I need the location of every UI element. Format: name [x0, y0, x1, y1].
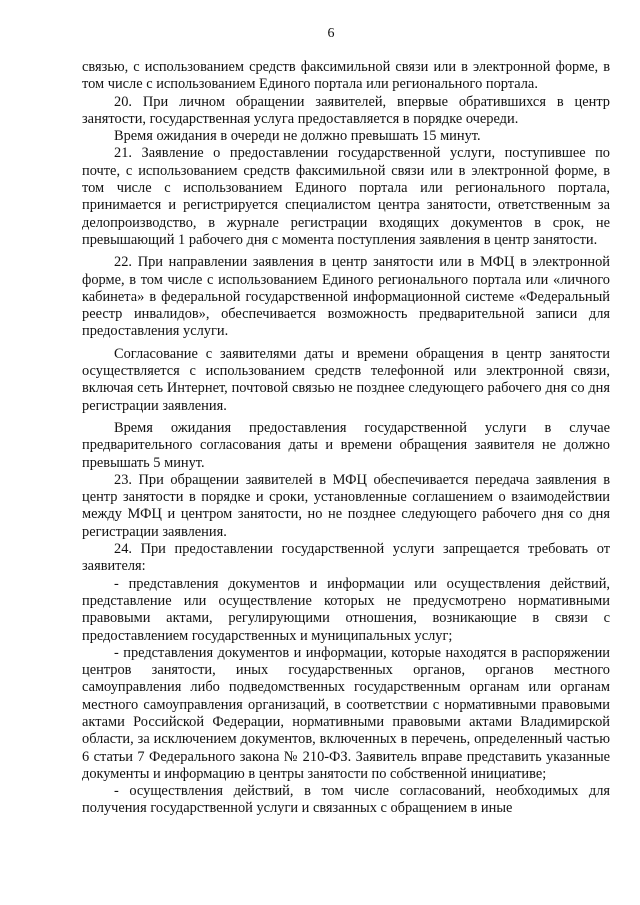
paragraph-24: 24. При предоставлении государственной услуги запрещается требовать от заявителя: [82, 541, 610, 575]
paragraph-waiting-preagreed: Время ожидания предоставления государственной услуги в случае предварительного согласования даты и времени обращения заявителя не должно превышать 5 минут. [82, 419, 610, 471]
document-body [82, 59, 610, 818]
paragraph-20: 20. При личном обращении заявителей, впервые обратившихся в центр занятости, государственная услуга предоставляется в порядке очереди. [82, 93, 610, 127]
paragraph-agreement: Согласование с заявителями даты и времени обращения в центр занятости осуществляется с использованием средств телефонной или электронной связи, включая сеть Интернет, почтовой связью не позднее следующего рабочего дня со дня регистрации заявления. [82, 345, 610, 414]
list-item-documents-in-possession: - представления документов и информации, которые находятся в распоряжении центров занятости, иных государственных органов, органов местного самоуправления либо подведомственных государственным органам или органам местного самоуправления организаций, в соответствии с нормативными правовыми актами Российской Федерации, нормативными правовыми актами Владимирской области, за исключением документов, включенных в перечень, определенный частью 6 статьи 7 Федерального закона № 210-ФЗ. Заявитель вправе представить указанные документы и информацию в центры занятости по собственной инициативе; [82, 644, 610, 782]
paragraph-continuation: связью, с использованием средств факсимильной связи или в электронной форме, в том числе с использованием Единого портала или регионального портала. [82, 59, 610, 93]
paragraph-22: 22. При направлении заявления в центр занятости или в МФЦ в электронной форме, в том числе с использованием Единого регионального портала или «личного кабинета» в федеральной государственной информационной системе «Федеральный реестр инвалидов», обеспечивается возможность предварительной записи для предоставления услуги. [82, 254, 610, 340]
paragraph-21: 21. Заявление о предоставлении государственной услуги, поступившее по почте, с использованием средств факсимильной связи или в электронной форме, в том числе с использованием Единого портала или регионального портала, принимается и регистрируется специалистом центра занятости, ответственным за делопроизводство, в журнале регистрации входящих документов в срок, не превышающий 1 рабочего дня с момента поступления заявления в центр занятости. [82, 145, 610, 248]
page-number: 6 [327, 26, 335, 41]
paragraph-23: 23. При обращении заявителей в МФЦ обеспечивается передача заявления в центр занятости в порядке и сроки, установленные соглашением о взаимодействии между МФЦ и центром занятости, но не позднее следующего рабочего дня со дня регистрации заявления. [82, 471, 610, 540]
list-item-documents: - представления документов и информации или осуществления действий, представление или осуществление которых не предусмотрено нормативными правовыми актами, регулирующими отношения, возникающие в связи с предоставлением государственных и муниципальных услуг; [82, 575, 610, 644]
list-item-actions: - осуществления действий, в том числе согласований, необходимых для получения государственной услуги и связанных с обращением в иные [82, 783, 610, 817]
paragraph-waiting-time: Время ожидания в очереди не должно превышать 15 минут. [114, 128, 481, 145]
